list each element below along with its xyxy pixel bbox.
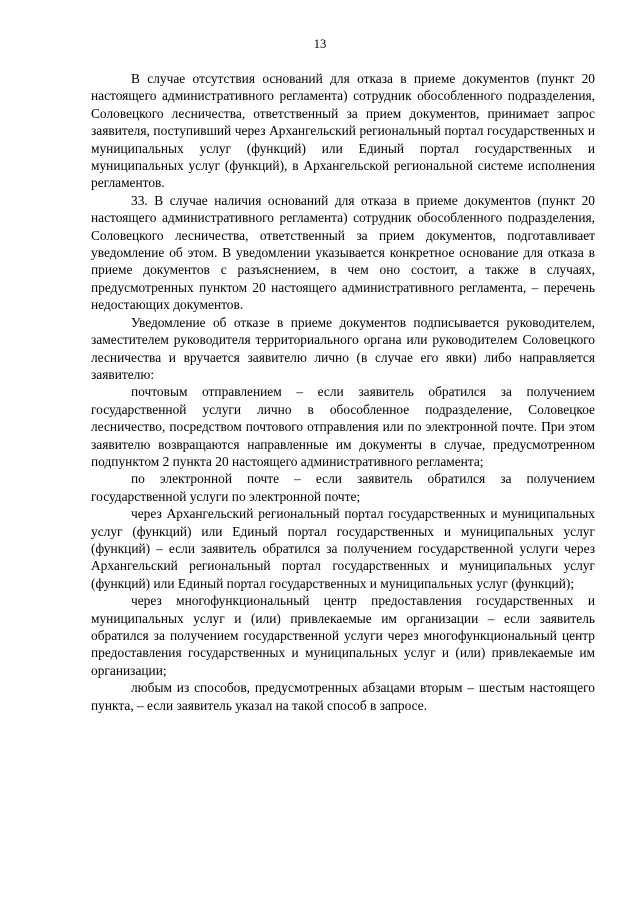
paragraph-notice-signing: Уведомление об отказе в приеме документов подписывается руководителем, заместителем руководителя территориального органа или руководителем Соловецкого лесничества и вручается заявителю лично (в случае его явки) либо направляется заявителю: xyxy=(91,314,595,382)
document-body xyxy=(91,70,595,714)
paragraph-via-mfc: через многофункциональный центр предоставления государственных и муниципальных услуг и (или) привлекаемые им организации – если заявитель обратился за получением государственной услуги через многофункциональный центр предоставления государственных и муниципальных услуг и (или) привлекаемые им организации; xyxy=(91,593,595,678)
paragraph-via-portal: через Архангельский региональный портал государственных и муниципальных услуг (функций) или Единый портал государственных и муниципальных услуг (функций) – если заявитель обратился за получением государственной услуги через Архангельский региональный портал государственных и муниципальных услуг (функций) или Единый портал государственных и муниципальных услуг (функций); xyxy=(91,506,595,591)
paragraph-by-post: почтовым отправлением – если заявитель обратился за получением государственной услуги лично в обособленное подразделение, Соловецкое лесничество, посредством почтового отправления или по электронной почте. При этом заявителю возвращаются направленные им документы в случае, предусмотренном подпунктом 2 пункта 20 настоящего административного регламента; xyxy=(91,384,595,469)
paragraph-by-email: по электронной почте – если заявитель обратился за получением государственной услуги по электронной почте; xyxy=(91,471,595,504)
paragraph-no-grounds-for-refusal: В случае отсутствия оснований для отказа в приеме документов (пункт 20 настоящего административного регламента) сотрудник обособленного подразделения, Соловецкого лесничества, ответственный за прием документов, принимает запрос заявителя, поступивший через Архангельский региональный портал государственных и муниципальных услуг (функций) или Единый портал государственных и муниципальных услуг (функций), в Архангельской региональной системе исполнения регламентов. xyxy=(91,71,595,191)
paragraph-33-refusal-notice: 33. В случае наличия оснований для отказа в приеме документов (пункт 20 настоящего административного регламента) сотрудник обособленного подразделения, Соловецкого лесничества, ответственный за прием документов, подготавливает уведомление об этом. В уведомлении указывается конкретное основание для отказа в приеме документов с разъяснением, в чем оно состоит, а также в случаях, предусмотренных пунктом 20 настоящего административного регламента, – перечень недостающих документов. xyxy=(91,192,595,313)
paragraph-any-method: любым из способов, предусмотренных абзацами вторым – шестым настоящего пункта, – если заявитель указал на такой способ в запросе. xyxy=(91,680,595,713)
page-number: 13 xyxy=(313,37,327,51)
